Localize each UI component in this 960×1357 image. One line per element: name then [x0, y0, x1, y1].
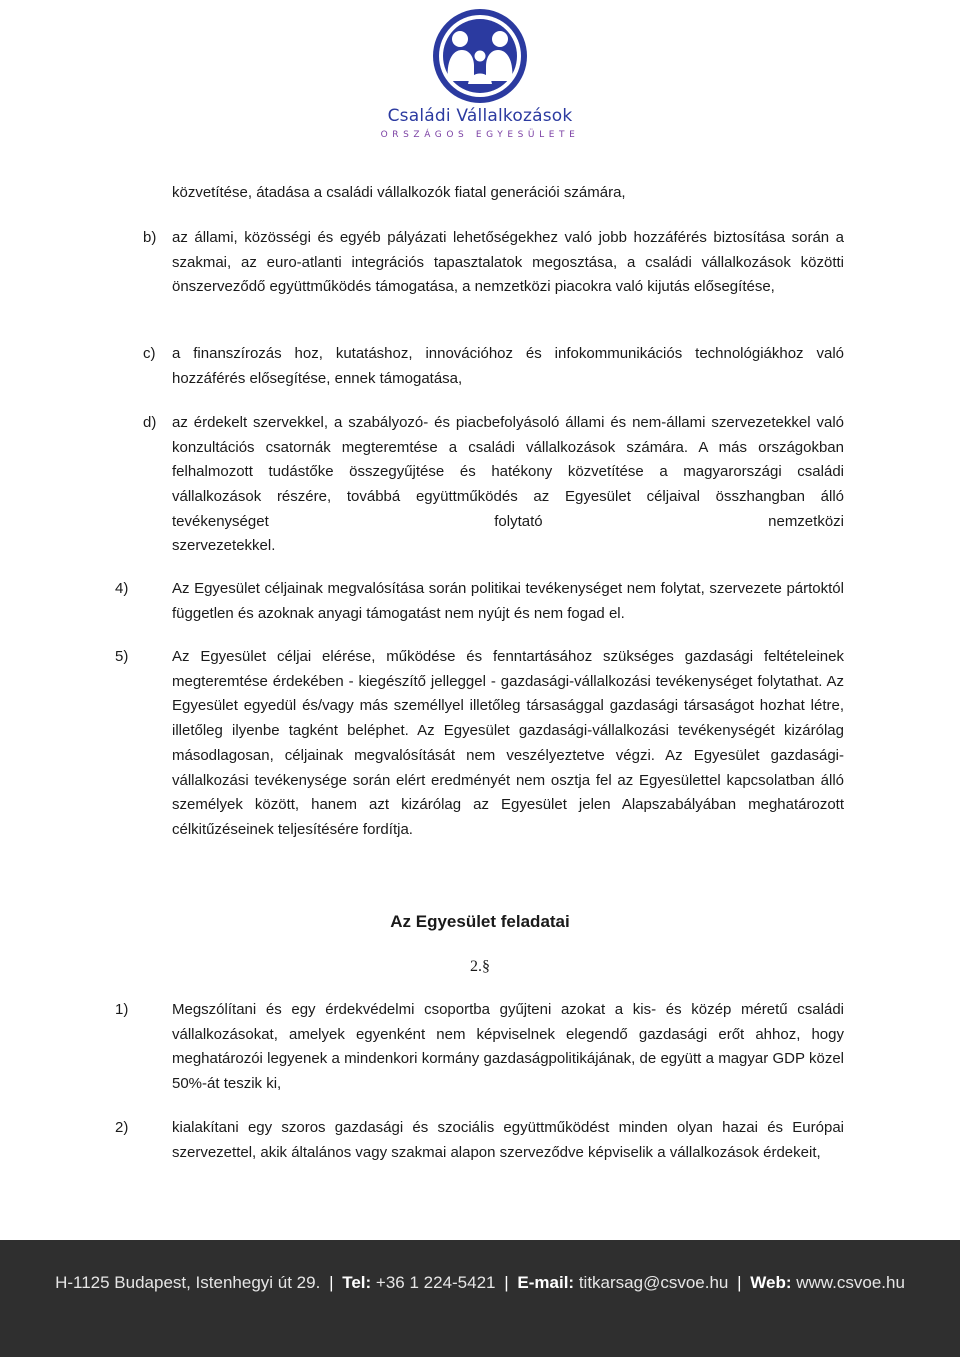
logo-title: Családi Vállalkozások [387, 106, 573, 126]
footer-tel-label: Tel: [342, 1273, 372, 1292]
footer-email-label: E-mail: [517, 1273, 575, 1292]
footer-address: H-1125 Budapest, Istenhegyi út 29. [55, 1273, 321, 1292]
task-1-text: Megszólítani és egy érdekvédelmi csoportba gyűjteni azokat a kis- és közép méretű családi vállalkozásokat, amelyek egyenként nem képviselnek elegendő gazdasági erőt ahhoz, hogy meghatározói legyenek a mindenkori kormány gazdaságpolitikájának, de együtt a magyar GDP közel 50%-át teszik ki, [172, 1001, 844, 1093]
paragraph-4-label: 4) [115, 580, 129, 597]
task-1-label: 1) [115, 1001, 129, 1018]
page-footer [0, 1240, 960, 1357]
item-c-label: c) [143, 345, 156, 362]
footer-separator: | [504, 1273, 509, 1292]
section-heading: Az Egyesület feladatai [390, 912, 570, 931]
item-b-label: b) [143, 229, 157, 246]
footer-separator: | [329, 1273, 334, 1292]
paragraph-4-text: Az Egyesület céljainak megvalósítása során politikai tevékenységet nem folytat, szervezete pártoktól független és azoknak anyagi támogatást nem nyújt és nem fogad el. [172, 580, 844, 622]
item-d-text: az érdekelt szervekkel, a szabályozó- és piacbefolyásoló állami és nem-állami szervezetekkel való konzultációs csatornák megteremtése a családi vállalkozások számára. A más országokban felhalmozott tudástőke összegyűjtése és hatékony közvetítése a magyarországi családi vállalkozások részére, továbbá együttműködés az Egyesület céljaival összhangban álló tevékenységet folytató nemzetközi [172, 414, 844, 530]
footer-web-label: Web: [750, 1273, 792, 1292]
footer-separator: | [737, 1273, 742, 1292]
task-2-text: kialakítani egy szoros gazdasági és szociális együttműködést minden olyan hazai és Európai szervezettel, akik általános vagy szakmai alapon szerveződve képviselik a vállalkozások érdekeit, [172, 1119, 844, 1161]
paragraph-5-label: 5) [115, 648, 129, 665]
item-d-label: d) [143, 414, 157, 431]
intro-paragraph: közvetítése, átadása a családi vállalkozók fiatal generációi számára, [172, 184, 626, 201]
logo-subtitle: ORSZÁGOS EGYESÜLETE [380, 130, 580, 140]
footer-email[interactable]: titkarsag@csvoe.hu [578, 1273, 729, 1292]
section-number: 2.§ [470, 958, 490, 975]
task-2-label: 2) [115, 1119, 129, 1136]
item-b-text: az állami, közösségi és egyéb pályázati lehetőségekhez való jobb hozzáférés biztosítása során a szakmai, az euro-atlanti integrációs tapasztalatok megosztása, a családi vállalkozások közötti önszerveződő együttműködés támogatása, a nemzetközi piacokra való kijutás elősegítése, [172, 229, 844, 296]
organization-logo [380, 6, 580, 140]
footer-tel[interactable]: +36 1 224-5421 [375, 1273, 496, 1292]
item-d-text-end: szervezetekkel. [172, 537, 276, 554]
footer-contact [0, 1273, 960, 1293]
item-c-text: a finanszírozás hoz, kutatáshoz, innovációhoz és infokommunikációs technológiákhoz való hozzáférés elősegítése, ennek támogatása, [172, 345, 844, 387]
family-emblem-icon [380, 6, 580, 106]
paragraph-5-text: Az Egyesület céljai elérése, működése és fenntartásához szükséges gazdasági feltételeinek megteremtése érdekében - kiegészítő jelleggel - gazdasági-vállalkozási tevékenységet folytathat. Az Egyesület egyedül és/vagy más személlyel illetőleg társasággal gazdasági társaságot hozhat létre, illetőleg ilyenbe tagként beléphet. Az Egyesület gazdasági-vállalkozási tevékenységét kizárólag másodlagosan, céljainak megvalósítását nem veszélyeztetve végzi. Az Egyesület gazdasági-vállalkozási tevékenysége során elért eredményét nem osztja fel az Egyesülettel kapcsolatban álló személyek között, hanem azt kizárólag az Egyesület jelen Alapszabályában meghatározott célkitűzéseinek teljesítésére fordítja. [172, 648, 844, 838]
footer-web[interactable]: www.csvoe.hu [796, 1273, 905, 1292]
